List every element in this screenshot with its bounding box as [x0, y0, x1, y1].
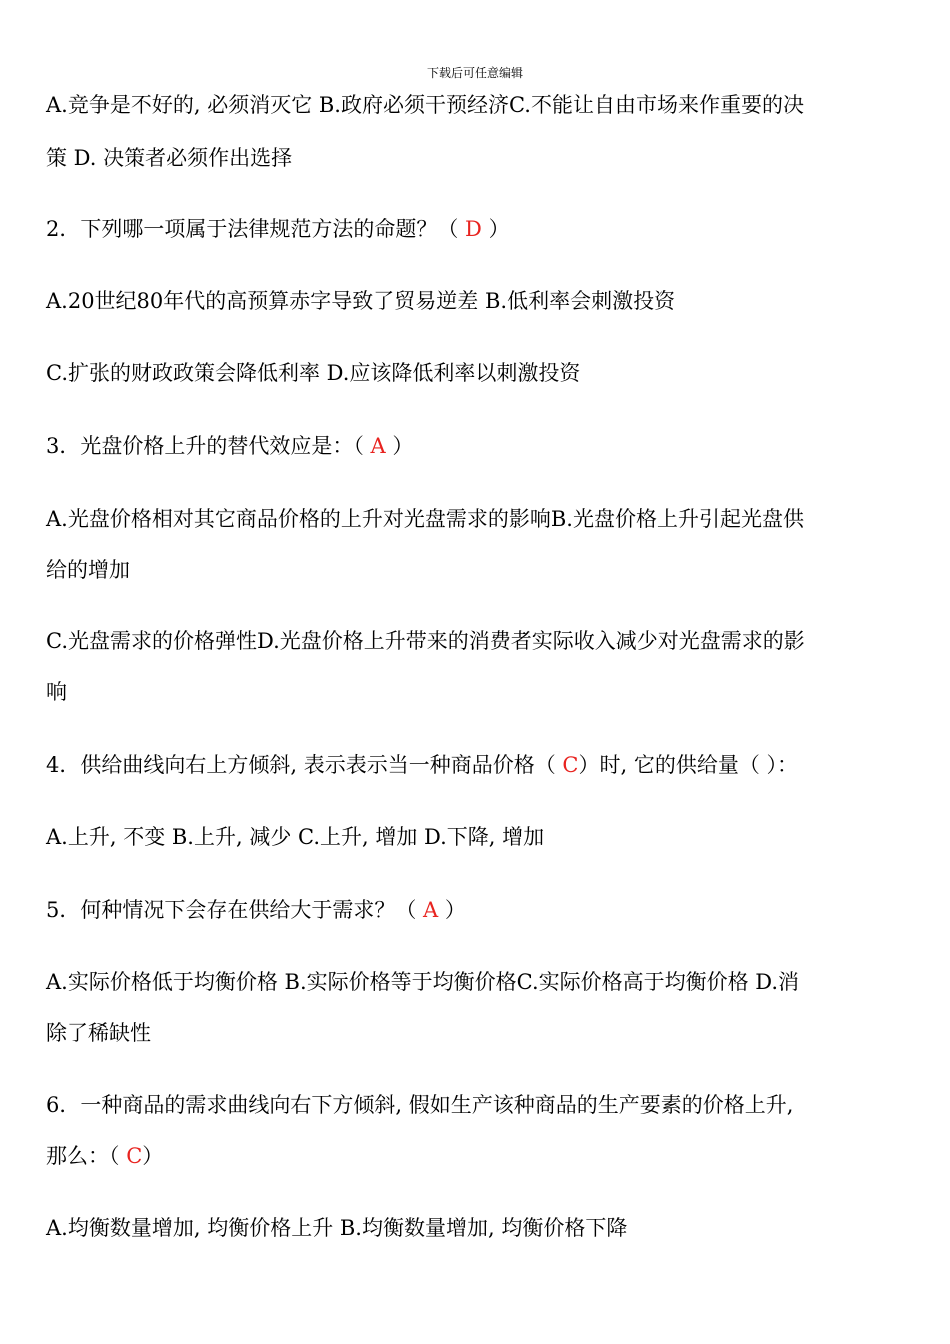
question-2-stem: 2．下列哪一项属于法律规范方法的命题？（ — [46, 217, 466, 241]
question-5-answer: A — [423, 898, 439, 922]
q6-options-line-1: A.均衡数量增加, 均衡价格上升 B.均衡数量增加, 均衡价格下降 — [46, 1216, 628, 1240]
question-2-close: ） — [481, 217, 510, 241]
question-6-answer: C — [126, 1144, 143, 1168]
q2-options-line-2: C.扩张的财政政策会降低利率 D.应该降低利率以刺激投资 — [46, 361, 581, 385]
question-3-stem: 3．光盘价格上升的替代效应是：（ — [46, 434, 371, 458]
q2-options-line-1: A.20世纪80年代的高预算赤字导致了贸易逆差 B.低利率会刺激投资 — [46, 289, 676, 313]
question-5-close: ） — [438, 898, 466, 922]
question-3 — [46, 432, 906, 460]
question-3-answer: A — [370, 434, 386, 458]
q5-options-line-2: 除了稀缺性 — [46, 1021, 151, 1045]
page-header: 下载后可任意编辑 — [426, 66, 523, 80]
question-6-stem: 那么：（ — [46, 1144, 127, 1168]
question-2 — [46, 215, 906, 243]
question-4-stem: 4．供给曲线向右上方倾斜, 表示表示当一种商品价格（ — [46, 753, 563, 777]
q3-options-line-3: C.光盘需求的价格弹性D.光盘价格上升带来的消费者实际收入减少对光盘需求的影 — [46, 629, 805, 653]
question-6-line-2 — [46, 1142, 906, 1170]
q5-options-line-1: A.实际价格低于均衡价格 B.实际价格等于均衡价格C.实际价格高于均衡价格 D.消 — [46, 970, 800, 994]
question-3-close: ） — [385, 434, 414, 458]
question-6-line-1: 6．一种商品的需求曲线向右下方倾斜, 假如生产该种商品的生产要素的价格上升, — [46, 1093, 794, 1117]
question-4-rest: ）时, 它的供给量（ ）： — [578, 753, 798, 777]
question-5 — [46, 896, 906, 924]
q3-options-line-1: A.光盘价格相对其它商品价格的上升对光盘需求的影响B.光盘价格上升引起光盘供 — [46, 507, 804, 531]
question-4-answer: C — [562, 753, 579, 777]
question-2-answer: D — [465, 217, 482, 241]
q4-options: A.上升, 不变 B.上升, 减少 C.上升, 增加 D.下降, 增加 — [46, 825, 545, 849]
question-6-close: ） — [142, 1144, 164, 1168]
q3-options-line-2: 给的增加 — [46, 558, 130, 582]
question-4 — [46, 751, 906, 779]
q3-options-line-4: 响 — [46, 680, 67, 704]
q1-options-line-2: 策 D. 决策者必须作出选择 — [46, 146, 293, 170]
question-5-stem: 5．何种情况下会存在供给大于需求？（ — [46, 898, 424, 922]
q1-options-line-1: A.竞争是不好的, 必须消灭它 B.政府必须干预经济C.不能让自由市场来作重要的决 — [46, 93, 804, 117]
